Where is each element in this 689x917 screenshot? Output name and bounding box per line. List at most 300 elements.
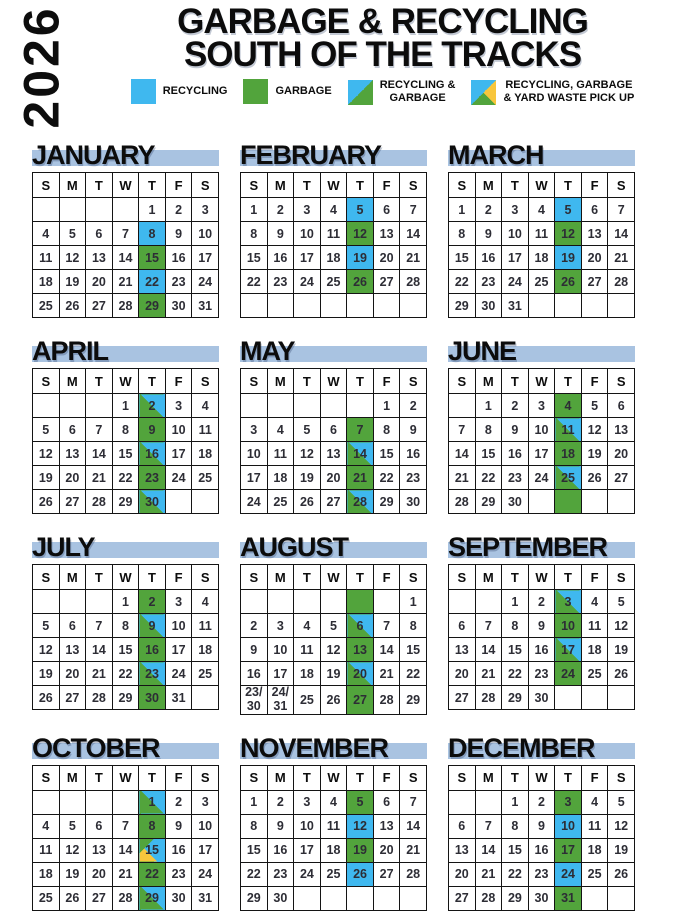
day-cell: 18 [320,838,347,862]
months-grid [0,132,689,911]
day-cell: 22 [475,466,502,490]
day-cell: 3 [267,614,294,638]
day-cell: 17 [192,838,219,862]
day-cell [608,294,635,318]
weekday-header: S [192,173,219,198]
day-cell: 19 [581,442,608,466]
day-cell-recycling: 24 [555,862,582,886]
day-cell: 16 [267,838,294,862]
day-cell [400,886,427,910]
day-cell: 24 [294,270,321,294]
day-cell: 4 [320,198,347,222]
month-header [32,725,219,763]
day-cell [320,590,347,614]
month-header [32,524,219,562]
day-cell: 20 [59,466,86,490]
day-cell: 28 [449,490,476,514]
day-cell: 19 [608,638,635,662]
weekday-header: T [347,565,374,590]
day-cell: 14 [449,442,476,466]
day-cell: 7 [112,814,139,838]
day-cell: 3 [502,198,529,222]
weekday-header: T [139,765,166,790]
day-cell: 14 [475,638,502,662]
month-september [448,524,635,715]
day-cell: 17 [165,638,192,662]
day-cell: 26 [608,662,635,686]
day-cell: 16 [528,638,555,662]
month-header [32,328,219,366]
day-cell: 17 [294,246,321,270]
weekday-header: F [373,369,400,394]
day-cell: 24 [192,270,219,294]
day-cell: 19 [608,838,635,862]
day-cell: 28 [112,294,139,318]
weekday-header: F [581,173,608,198]
day-cell: 16 [165,838,192,862]
month-calendar-table [448,564,635,710]
legend [84,79,681,105]
day-cell: 4 [267,418,294,442]
day-cell: 24 [192,862,219,886]
day-cell: 7 [475,814,502,838]
day-cell: 6 [449,614,476,638]
day-cell: 11 [192,614,219,638]
weekday-header: M [267,765,294,790]
day-cell: 21 [449,466,476,490]
month-title: FEBRUARY [240,140,382,170]
day-cell-recycling: 19 [347,246,374,270]
day-cell: 14 [475,838,502,862]
day-cell: 1 [502,790,529,814]
day-cell-recycling-garbage: 23 [139,662,166,686]
day-cell: 16 [165,246,192,270]
day-cell: 31 [192,886,219,910]
weekday-header: S [449,173,476,198]
day-cell: 10 [294,814,321,838]
day-cell: 5 [59,814,86,838]
day-cell-garbage: 29 [139,294,166,318]
day-cell: 13 [581,222,608,246]
day-cell [59,790,86,814]
page-title [84,2,681,74]
day-cell: 7 [86,614,113,638]
day-cell: 20 [373,246,400,270]
month-title: JANUARY [32,140,155,170]
day-cell: 18 [528,246,555,270]
day-cell [555,294,582,318]
day-cell: 14 [373,638,400,662]
day-cell [86,590,113,614]
day-cell: 3 [165,394,192,418]
day-cell: 29 [475,490,502,514]
month-header [240,132,427,170]
legend-label-recycling-garbage-yardwaste: RECYCLING, GARBAGE & YARD WASTE PICK UP [503,79,635,105]
weekday-header: M [59,565,86,590]
day-cell-garbage: 12 [555,222,582,246]
month-header [448,524,635,562]
day-cell: 27 [59,686,86,710]
day-cell: 22 [241,270,268,294]
weekday-header: M [475,565,502,590]
day-cell: 20 [86,862,113,886]
day-cell: 9 [400,418,427,442]
month-header [448,725,635,763]
day-cell: 11 [294,638,321,662]
month-title: JULY [32,532,95,562]
day-cell [267,294,294,318]
day-cell: 11 [528,222,555,246]
day-cell: 6 [373,198,400,222]
day-cell: 20 [320,466,347,490]
weekday-header: T [502,765,529,790]
day-cell-recycling: 12 [347,814,374,838]
day-cell: 1 [112,394,139,418]
day-cell: 16 [241,662,268,686]
weekday-header: W [528,173,555,198]
day-cell: 1 [373,394,400,418]
day-cell: 15 [241,246,268,270]
month-calendar-table [32,172,219,318]
day-cell: 1 [241,790,268,814]
month-march [448,132,635,318]
day-cell-recycling-garbage: 30 [139,490,166,514]
day-cell [475,590,502,614]
day-cell: 25 [320,862,347,886]
day-cell [449,590,476,614]
day-cell: 11 [320,814,347,838]
day-cell: 8 [112,614,139,638]
day-cell [320,394,347,418]
weekday-header: T [502,565,529,590]
day-cell: 1 [400,590,427,614]
day-cell [112,790,139,814]
day-cell: 24 [502,270,529,294]
month-calendar-table [32,368,219,514]
month-header [448,328,635,366]
day-cell-garbage: 22 [139,862,166,886]
day-cell: 18 [33,862,60,886]
day-cell: 28 [400,862,427,886]
month-title: JUNE [448,336,517,366]
garbage-color-swatch-icon [243,79,268,104]
day-cell: 27 [86,886,113,910]
day-cell: 27 [449,886,476,910]
month-title: MARCH [448,140,544,170]
day-cell: 24 [241,490,268,514]
day-cell: 30 [165,294,192,318]
day-cell: 5 [320,614,347,638]
day-cell: 28 [475,886,502,910]
day-cell: 29 [400,686,427,715]
day-cell: 18 [581,638,608,662]
weekday-header: S [192,565,219,590]
day-cell: 16 [267,246,294,270]
day-cell-garbage: 26 [555,270,582,294]
day-cell-garbage: 30 [139,686,166,710]
day-cell: 11 [581,814,608,838]
month-october [32,725,219,911]
day-cell: 10 [528,418,555,442]
day-cell: 4 [294,614,321,638]
day-cell: 25 [267,490,294,514]
day-cell [347,886,374,910]
legend-item-recycling-garbage [348,79,456,105]
day-cell [192,490,219,514]
day-cell: 5 [608,790,635,814]
day-cell: 5 [294,418,321,442]
day-cell [581,886,608,910]
day-cell: 24 [165,466,192,490]
day-cell: 13 [59,638,86,662]
day-cell-recycling-garbage: 6 [347,614,374,638]
day-cell-recycling-garbage: 17 [555,638,582,662]
day-cell: 17 [192,246,219,270]
day-cell: 12 [33,638,60,662]
day-cell-garbage: 27 [347,686,374,715]
day-cell: 3 [192,198,219,222]
weekday-header: S [449,565,476,590]
day-cell: 25 [33,294,60,318]
day-cell [608,490,635,514]
weekday-header: S [400,369,427,394]
day-cell: 9 [502,418,529,442]
day-cell: 20 [581,246,608,270]
day-cell-recycling-garbage: 28 [347,490,374,514]
day-cell-garbage: 12 [347,222,374,246]
day-cell: 15 [502,838,529,862]
day-cell: 23 [165,862,192,886]
day-cell: 23 [528,662,555,686]
day-cell: 19 [294,466,321,490]
weekday-header: F [165,765,192,790]
day-cell: 1 [502,590,529,614]
day-cell-garbage: 13 [347,638,374,662]
day-cell: 21 [400,246,427,270]
day-cell: 2 [528,590,555,614]
day-cell: 12 [59,246,86,270]
day-cell: 1 [475,394,502,418]
month-january [32,132,219,318]
day-cell-recycling-garbage-yardwaste: 15 [139,838,166,862]
day-cell: 6 [86,814,113,838]
day-cell: 21 [112,862,139,886]
day-cell: 6 [86,222,113,246]
day-cell: 27 [581,270,608,294]
day-cell: 20 [86,270,113,294]
day-cell: 29 [112,490,139,514]
day-cell: 29 [112,686,139,710]
day-cell: 27 [373,862,400,886]
month-calendar-table [240,172,427,318]
day-cell: 7 [373,614,400,638]
day-cell: 9 [165,222,192,246]
weekday-header: W [528,369,555,394]
day-cell: 17 [241,466,268,490]
day-cell [192,686,219,710]
day-cell [241,590,268,614]
weekday-header: T [502,173,529,198]
day-cell-garbage: 9 [139,418,166,442]
day-cell-garbage: 24 [555,662,582,686]
day-cell: 5 [608,590,635,614]
weekday-header: S [449,765,476,790]
weekday-header: T [347,173,374,198]
day-cell: 23 [267,862,294,886]
day-cell: 10 [502,222,529,246]
recycling-color-swatch-icon [131,79,156,104]
month-title: MAY [240,336,295,366]
day-cell: 18 [192,638,219,662]
month-calendar-table [448,765,635,911]
day-cell [400,294,427,318]
day-cell: 22 [400,662,427,686]
day-cell [33,790,60,814]
day-cell-garbage: 31 [555,886,582,910]
weekday-header: T [347,369,374,394]
day-cell [86,198,113,222]
day-cell: 17 [165,442,192,466]
weekday-header: W [320,765,347,790]
weekday-header: S [33,173,60,198]
weekday-header: T [86,765,113,790]
day-cell [33,394,60,418]
weekday-header: F [581,369,608,394]
weekday-header: M [267,565,294,590]
day-cell: 14 [400,222,427,246]
weekday-header: T [294,369,321,394]
legend-item-garbage [243,79,331,104]
day-cell: 2 [475,198,502,222]
day-cell-recycling: 19 [555,246,582,270]
weekday-header: W [112,565,139,590]
weekday-header: S [241,565,268,590]
weekday-header: F [373,173,400,198]
weekday-header: T [139,565,166,590]
day-cell: 21 [373,662,400,686]
day-cell: 21 [86,466,113,490]
day-cell: 18 [581,838,608,862]
day-cell-garbage [347,590,374,614]
day-cell: 8 [502,614,529,638]
day-cell: 4 [320,790,347,814]
day-cell-recycling-garbage: 3 [555,590,582,614]
day-cell: 4 [581,590,608,614]
day-cell: 4 [192,394,219,418]
day-cell: 10 [192,814,219,838]
weekday-header: T [555,369,582,394]
day-cell [373,886,400,910]
day-cell: 1 [449,198,476,222]
day-cell: 21 [475,662,502,686]
day-cell: 2 [528,790,555,814]
day-cell [112,198,139,222]
day-cell: 15 [400,638,427,662]
weekday-header: S [400,173,427,198]
weekday-header: T [294,565,321,590]
day-cell: 30 [528,886,555,910]
month-title: NOVEMBER [240,732,389,763]
month-december [448,725,635,911]
month-title: DECEMBER [448,732,595,763]
header-main [84,2,689,105]
day-cell: 31 [502,294,529,318]
month-november [240,725,427,911]
day-cell: 9 [528,814,555,838]
day-cell: 5 [581,394,608,418]
day-cell: 26 [581,466,608,490]
day-cell: 15 [449,246,476,270]
day-cell: 12 [581,418,608,442]
day-cell: 4 [33,222,60,246]
day-cell: 10 [165,614,192,638]
day-cell-recycling-garbage: 16 [139,442,166,466]
day-cell [581,294,608,318]
weekday-header: T [86,173,113,198]
day-cell: 25 [294,686,321,715]
weekday-header: S [608,765,635,790]
day-cell: 26 [608,862,635,886]
day-cell: 28 [86,490,113,514]
day-cell: 20 [373,838,400,862]
day-cell-garbage: 19 [347,838,374,862]
day-cell: 21 [86,662,113,686]
day-cell [33,198,60,222]
day-cell: 25 [192,466,219,490]
day-cell: 28 [475,686,502,710]
weekday-header: S [192,369,219,394]
day-cell-garbage: 2 [139,590,166,614]
day-cell: 14 [86,638,113,662]
day-cell: 31 [192,294,219,318]
day-cell: 9 [241,638,268,662]
day-cell [294,394,321,418]
day-cell: 23 [528,862,555,886]
day-cell: 23 [400,466,427,490]
day-cell: 10 [294,222,321,246]
day-cell-garbage: 26 [347,270,374,294]
day-cell: 22 [112,466,139,490]
day-cell: 25 [581,862,608,886]
day-cell-recycling-garbage: 25 [555,466,582,490]
day-cell: 9 [475,222,502,246]
day-cell: 6 [320,418,347,442]
day-cell [165,490,192,514]
day-cell [59,590,86,614]
day-cell: 12 [33,442,60,466]
day-cell: 13 [86,246,113,270]
day-cell [581,686,608,710]
day-cell [528,294,555,318]
day-cell: 8 [475,418,502,442]
day-cell: 30 [165,886,192,910]
day-cell: 20 [59,662,86,686]
day-cell: 24 [165,662,192,686]
day-cell: 3 [165,590,192,614]
day-cell: 10 [241,442,268,466]
legend-item-recycling [131,79,228,104]
day-cell: 13 [86,838,113,862]
day-cell [581,490,608,514]
month-august [240,524,427,715]
weekday-header: S [241,173,268,198]
day-cell: 25 [320,270,347,294]
day-cell: 30 [528,686,555,710]
weekday-header: W [112,765,139,790]
day-cell: 23 [165,270,192,294]
day-cell: 8 [112,418,139,442]
day-cell: 22 [449,270,476,294]
